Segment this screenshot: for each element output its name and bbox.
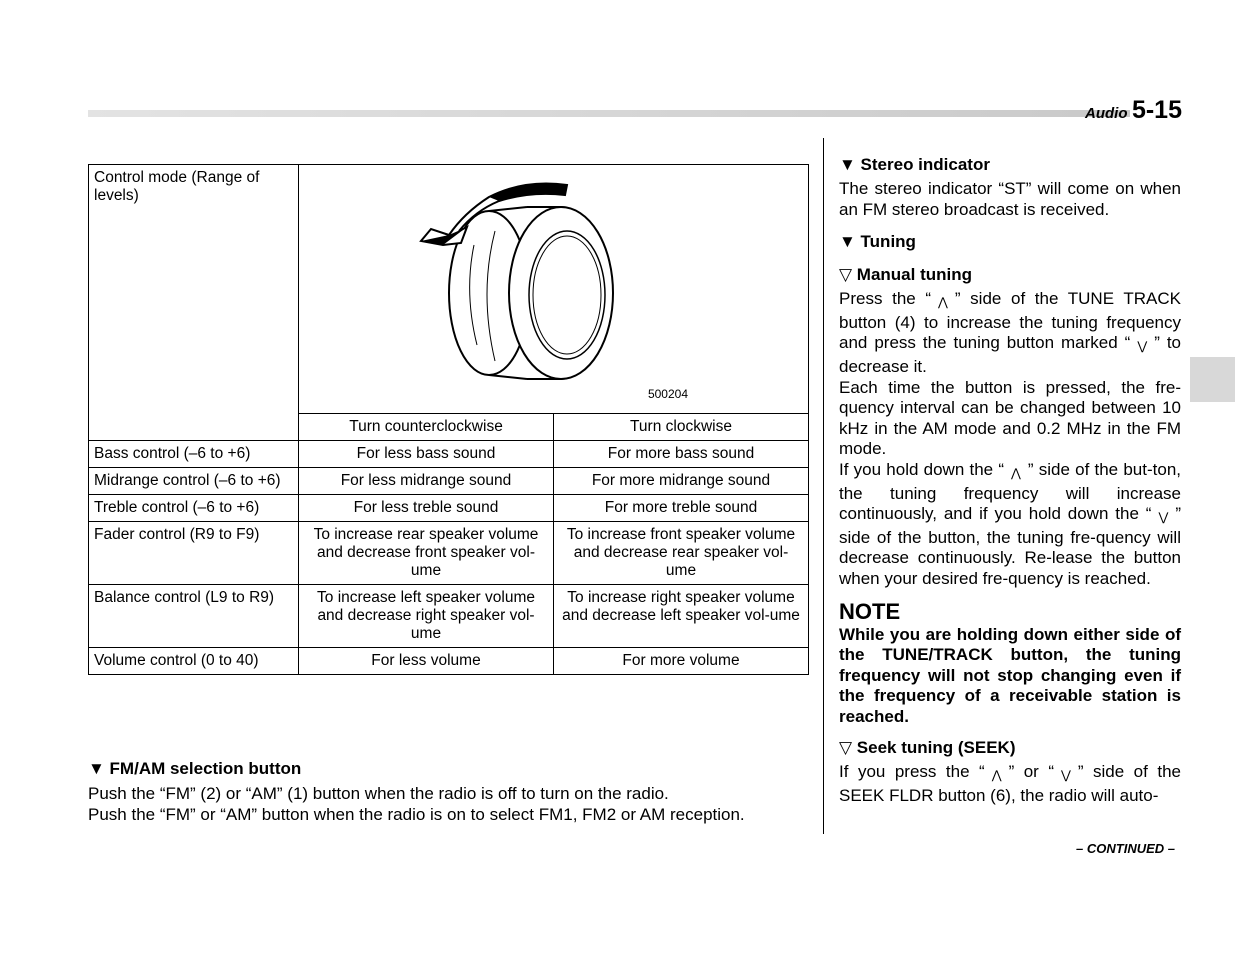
mode-cell: Balance control (L9 to R9): [89, 585, 299, 648]
fm-am-section: [88, 758, 813, 825]
figure-code: 500204: [647, 387, 688, 401]
ccw-cell: To increase rear speaker volume and decrease front speaker vol-ume: [299, 522, 554, 585]
ccw-cell: To increase left speaker volume and decrease right speaker vol-ume: [299, 585, 554, 648]
down-arrow-icon: ⋁: [1137, 339, 1148, 354]
mode-cell: Bass control (–6 to +6): [89, 441, 299, 468]
table-row: [89, 648, 809, 675]
header-rule: [88, 110, 1130, 117]
table-row: [89, 522, 809, 585]
note-body: While you are holding down either side of the TUNE/TRACK button, the tuning frequency will not stop changing even if the frequency of a receivable station is reached.: [839, 624, 1181, 726]
tuning-heading: ▼ Tuning: [839, 232, 916, 252]
seek-tuning-p1: If you press the “ ⋀ ” or “ ⋁ ” side of the SEEK FLDR button (6), the radio will auto-: [839, 762, 1181, 806]
fm-am-heading: ▼ FM/AM selection button: [88, 759, 302, 778]
note-title: NOTE: [839, 598, 901, 624]
cw-cell: To increase right speaker volume and decrease left speaker vol-ume: [554, 585, 809, 648]
manual-tuning-p1: Press the “ ⋀ ” side of the TUNE TRACK button (4) to increase the tuning frequency and press the tuning button marked “ ⋁ ” to decrease it.: [839, 289, 1181, 376]
control-mode-table: [88, 164, 809, 675]
seek-tuning-heading: ▽ Seek tuning (SEEK): [839, 738, 1016, 758]
cw-cell: For more bass sound: [554, 441, 809, 468]
ccw-cell: For less bass sound: [299, 441, 554, 468]
down-arrow-icon: ⋁: [1061, 768, 1071, 783]
right-column: [839, 154, 1181, 807]
table-row: [89, 468, 809, 495]
manual-tuning-heading: ▽ Manual tuning: [839, 265, 973, 285]
mode-cell: Treble control (–6 to +6): [89, 495, 299, 522]
ccw-cell: For less volume: [299, 648, 554, 675]
header-cw: Turn clockwise: [554, 414, 809, 441]
knob-illustration: [299, 165, 809, 414]
fm-am-paragraph-2: Push the “FM” or “AM” button when the radio is on to select FM1, FM2 or AM reception.: [88, 805, 745, 824]
stereo-body: The stereo indicator “ST” will come on when an FM stereo broadcast is received.: [839, 179, 1181, 219]
control-mode-header: Control mode (Range of levels): [89, 165, 299, 441]
up-arrow-icon: ⋀: [1011, 465, 1021, 480]
mode-cell: Midrange control (–6 to +6): [89, 468, 299, 495]
up-arrow-icon: ⋀: [991, 768, 1002, 783]
ccw-cell: For less midrange sound: [299, 468, 554, 495]
header-ccw: Turn counterclockwise: [299, 414, 554, 441]
manual-tuning-p2: Each time the button is pressed, the fre-quency interval can be changed between 10 kHz in the AM mode and 0.2 MHz in the FM mode.: [839, 377, 1181, 459]
manual-tuning-p3: If you hold down the “ ⋀ ” side of the but-ton, the tuning frequency will increase continuously, and if you hold down the “ ⋁ ” side of the button, the tuning fre-quency will decrease continuously. Re-lease the button when your desired fre-quency is reached.: [839, 459, 1182, 588]
section-title: Audio: [1085, 105, 1128, 122]
cw-cell: For more treble sound: [554, 495, 809, 522]
column-divider: [823, 138, 824, 834]
page-number: 5-15: [1131, 96, 1182, 124]
table-row: [89, 585, 809, 648]
knob-drawing: [299, 165, 807, 421]
ccw-cell: For less treble sound: [299, 495, 554, 522]
cw-cell: For more midrange sound: [554, 468, 809, 495]
chapter-tab: [1190, 357, 1235, 402]
mode-cell: Volume control (0 to 40): [89, 648, 299, 675]
stereo-heading: ▼ Stereo indicator: [839, 155, 990, 174]
table-row: [89, 495, 809, 522]
page-header: [1085, 96, 1182, 128]
cw-cell: To increase front speaker volume and decrease rear speaker vol-ume: [554, 522, 809, 585]
down-arrow-icon: ⋁: [1158, 510, 1169, 525]
continued-label: – CONTINUED –: [1076, 841, 1175, 856]
cw-cell: For more volume: [554, 648, 809, 675]
table-row: [89, 441, 809, 468]
mode-cell: Fader control (R9 to F9): [89, 522, 299, 585]
up-arrow-icon: ⋀: [938, 295, 948, 310]
fm-am-paragraph-1: Push the “FM” (2) or “AM” (1) button when the radio is off to turn on the radio.: [88, 784, 669, 803]
